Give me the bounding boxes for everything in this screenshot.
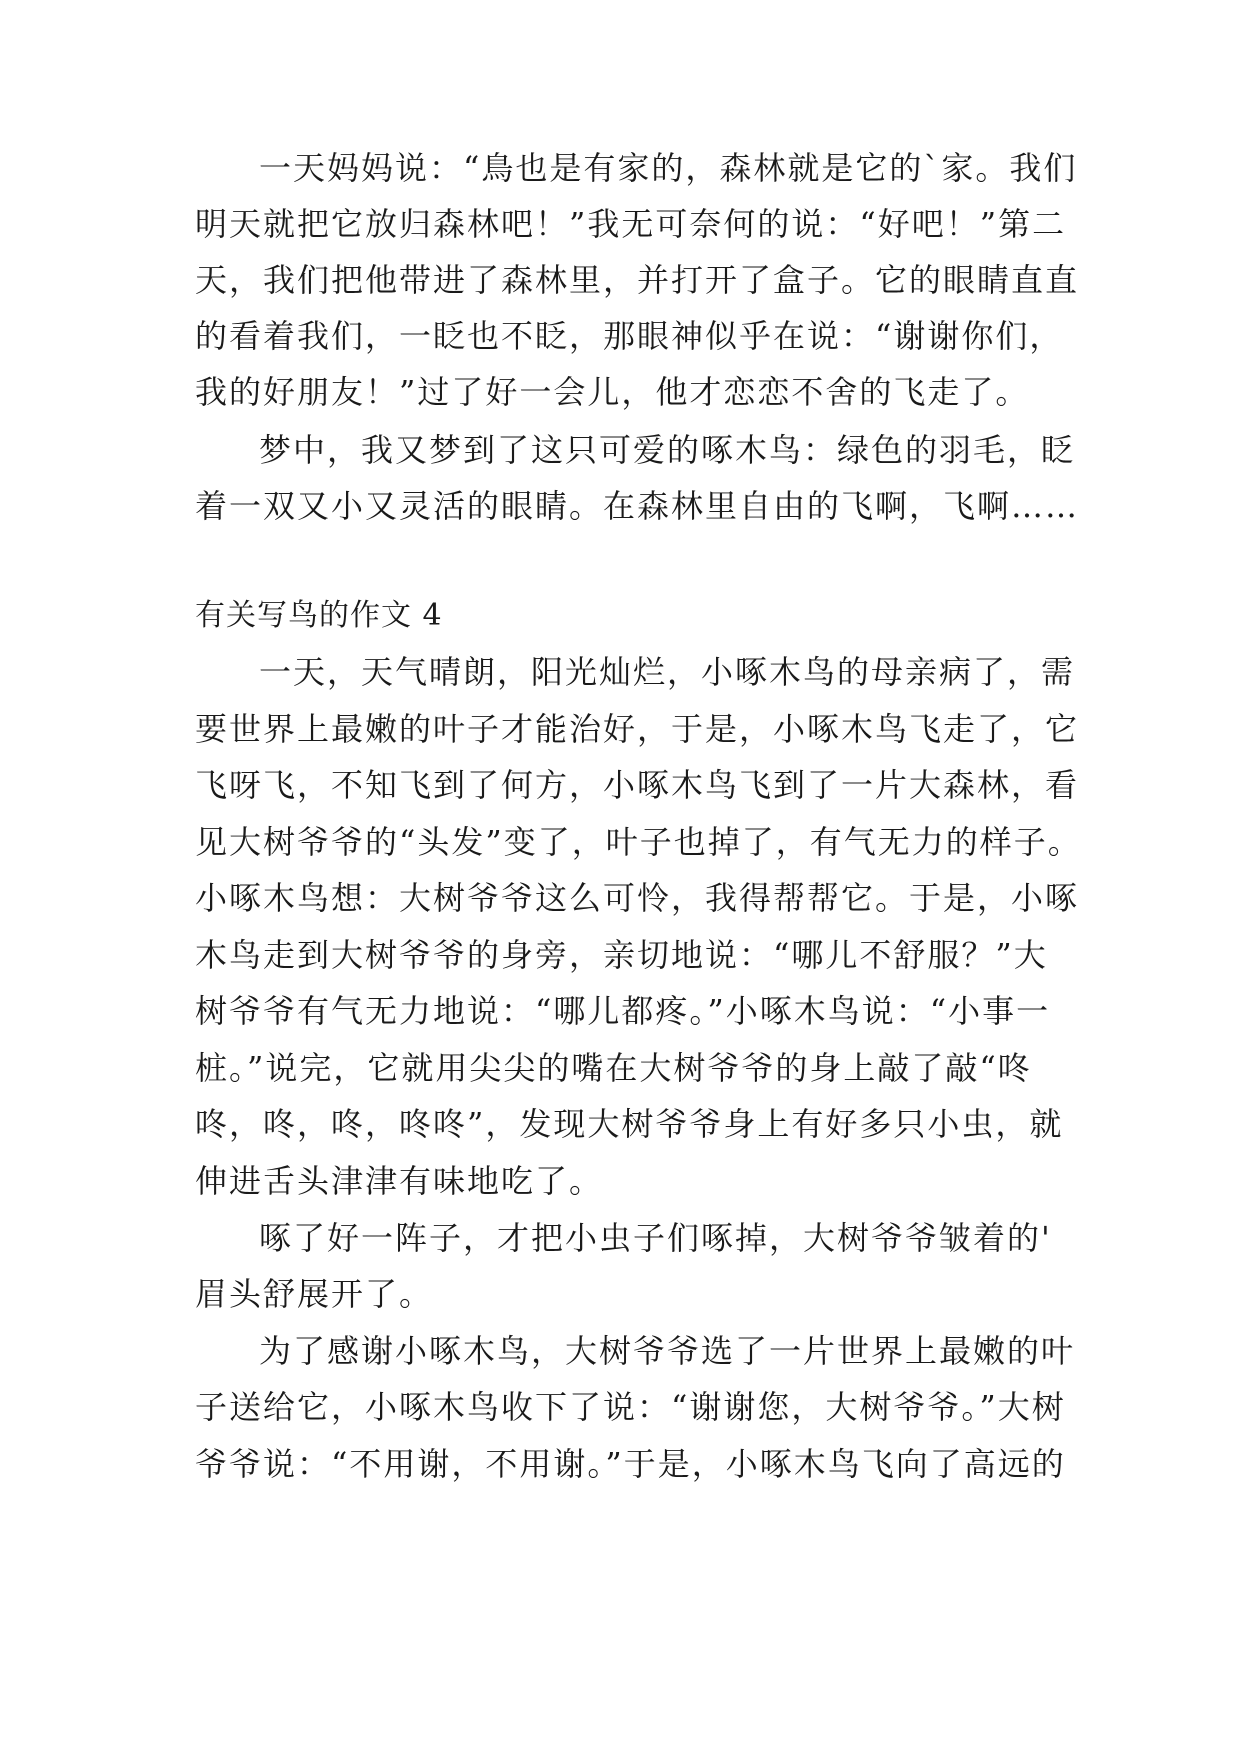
paragraph-line: 一天妈妈说：“鳥也是有家的，森林就是它的`家。我们	[259, 149, 1078, 187]
paragraph-line: 明天就把它放归森林吧！”我无可奈何的说：“好吧！”第二	[195, 205, 1067, 243]
paragraph-line: 啄了好一阵子，才把小虫子们啄掉，大树爷爷皱着的'	[259, 1219, 1052, 1257]
paragraph-line: 天，我们把他带进了森林里，并打开了盒子。它的眼睛直直	[195, 261, 1080, 299]
paragraph-line: 飞呀飞，不知飞到了何方，小啄木鸟飞到了一片大森林，看	[195, 766, 1080, 804]
paragraph-line: 梦中，我又梦到了这只可爱的啄木鸟：绿色的羽毛，眨	[259, 431, 1076, 469]
paragraph-line: 为了感谢小啄木鸟，大树爷爷选了一片世界上最嫩的叶	[259, 1332, 1076, 1370]
paragraph-line: 爷爷说：“不用谢，不用谢。”于是，小啄木鸟飞向了高远的	[195, 1445, 1066, 1483]
paragraph-line: 子送给它，小啄木鸟收下了说：“谢谢您，大树爷爷。”大树	[195, 1388, 1066, 1426]
paragraph-line: 要世界上最嫩的叶子才能治好，于是，小啄木鸟飞走了，它	[195, 710, 1080, 748]
paragraph-line: 桩。”说完，它就用尖尖的嘴在大树爷爷的身上敲了敲“咚	[195, 1049, 1032, 1087]
paragraph-line: 的看着我们，一眨也不眨，那眼神似乎在说：“谢谢你们，	[195, 317, 1064, 355]
paragraph-line: 伸进舌头津津有味地吃了。	[195, 1162, 604, 1200]
paragraph-line: 小啄木鸟想：大树爷爷这么可怜，我得帮帮它。于是，小啄	[195, 879, 1080, 917]
paragraph-line: 见大树爷爷的“头发”变了，叶子也掉了，有气无力的样子。	[195, 823, 1082, 861]
paragraph-line: 咚，咚，咚，咚咚”，发现大树爷爷身上有好多只小虫，就	[195, 1105, 1064, 1143]
section-title: 有关写鸟的作文 4	[195, 598, 443, 633]
paragraph-line: 着一双又小又灵活的眼睛。在森林里自由的飞啊，飞啊……	[195, 487, 1080, 525]
paragraph-line: 树爷爷有气无力地说：“哪儿都疼。”小啄木鸟说：“小事一	[195, 992, 1051, 1030]
paragraph-line: 眉头舒展开了。	[195, 1275, 434, 1313]
paragraph-line: 木鸟走到大树爷爷的身旁，亲切地说：“哪儿不舒服？”大	[195, 936, 1048, 974]
paragraph-line: 一天，天气晴朗，阳光灿烂，小啄木鸟的母亲病了，需	[259, 653, 1076, 691]
paragraph-line: 我的好朋友！”过了好一会儿，他才恋恋不舍的飞走了。	[195, 373, 1030, 411]
